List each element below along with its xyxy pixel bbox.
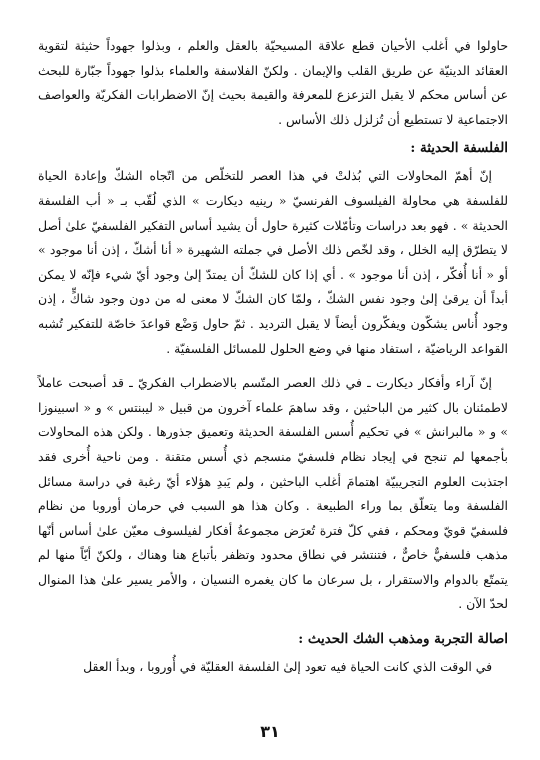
section-heading-empiricism: اصالة التجربة ومذهب الشك الحديث : [298,631,508,648]
page-number: ٣١ [260,722,280,741]
page-body [38,34,508,680]
paragraph-empiricism: في الوقت الذي كانت الحياة فيه تعود إلىٰ الفلسفة العقليّة في أُوروبا ، وبدأ العقل [83,659,492,675]
paragraph-opening: حاولوا في أغلب الأحيان قطع علاقة المسيحيّة بالعقل والعلم ، وبذلوا جهوداً حثيثة لتقوية العقائد الدينيّة عن طريق القلب والإيمان . ولكنّ الفلاسفة والعلماء بذلوا جهوداً جبّارة للبحث عن أساس محكم لا يقبل التزعزع للمعرفة والقيمة بحيث إنّ الاضطرابات الفكريّة والعواصف الاجتماعية لا تستطيع أن تُزلزل ذلك الأساس . [38,38,508,127]
paragraph-descartes: إنّ أهمّ المحاولات التي بُذلتْ في هذا العصر للتخلّص من اتّجاه الشكّ وإعادة الحياة للفلسفة هي محاولة الفيلسوف الفرنسيّ « رينيه ديكارت » الذي لُقّب بـ « أب الفلسفة الحديثة » . فهو بعد دراسات وتأمّلات كثيرة حاول أن يشيد أساس التفكير الفلسفيّ علىٰ أصل لا يتطرّق إليه الخلل ، وقد لخّص ذلك الأصل في جملته الشهيرة « أنا أشكّ ، إذن أنا موجود » أو « أنا أُفكّر ، إذن أنا موجود » . أي إذا كان للشكّ أن يمتدّ إلىٰ وجود أيّ شيء فإنّه لا يمكن أبداً أن يرقىٰ إلىٰ وجود نفس الشكّ ، ولمّا كان الشكّ لا معنى له من دون وجود شاكٍّ ، إذن وجود أُناس يشكّون ويفكّرون أيضاً لا يقبل الترديد . ثمّ حاول وَضْع قواعدَ خاصّة للتفكير تُشبه القواعد الرياضيّة ، استفاد منها في وضع الحلول للمسائل الفلسفيّة . [38,168,508,356]
section-heading-modern-philosophy: الفلسفة الحديثة : [410,140,508,157]
paragraph-descartes-influence: إنّ آراء وأفكار ديكارت ـ في ذلك العصر المتّسم بالاضطراب الفكريّ ـ قد أصبحت عاملاً لاطمئنان بال كثير من الباحثين ، وقد ساهمَ علماء آخرون من قبيل « ليبنتس » و « اسبينوزا » و « مالبرانش » في تحكيم أُسس الفلسفة الحديثة وتعميق جذورها . ولكن هذه المحاولات بأجمعها لم تنجح في إيجاد نظام فلسفيّ منسجم ذي أُسس متقنة . ومن ناحية أُخرى فقد اجتذبت العلوم التجريبيّة اهتمامَ أغلب الباحثين ، ولم يَبدِ هؤلاء أيّ رغبة في دراسة مسائل الفلسفة وما يتعلّق بما وراء الطبيعة . وكان هذا هو السبب في حرمان أوروبا من نظام فلسفيّ قويّ ومحكم ، ففي كلّ فترة تُعرَض مجموعةُ أفكار لفيلسوف معيّن علىٰ أساس أنّها مذهب فلسفيٌّ خاصٌّ ، فتنتشر في نطاق محدود وتظفر بأتباع هنا وهناك ، ولكنّ أيّاً منها لم يتمتّع بالدوام والاستقرار ، بل سرعان ما كان يغمره النسيان ، والأمر يسير علىٰ هذا المنوال لحدّ الآن . [38,375,508,612]
